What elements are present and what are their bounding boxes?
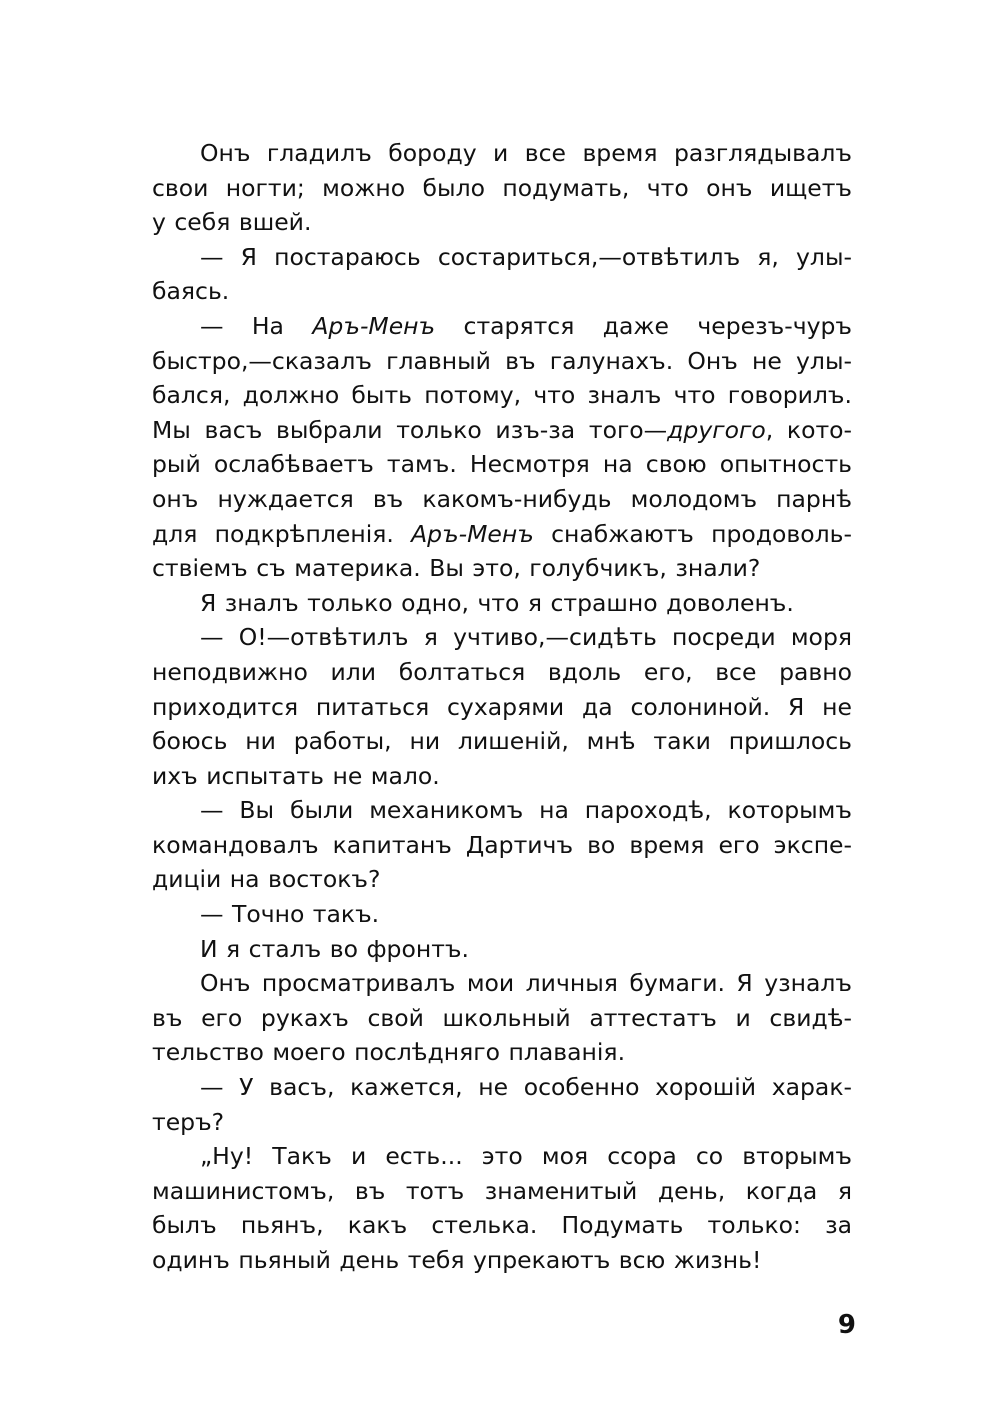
text-line: тельство моего послѣдняго плаванія. (152, 1038, 626, 1067)
text-line: онъ нуждается въ какомъ-нибудь молодомъ парнѣ (152, 484, 852, 513)
text-line: у себя вшей. (152, 208, 312, 237)
text-line: — О!—отвѣтилъ я учтиво,—сидѣть посреди моря (200, 623, 852, 652)
italic-ship-name: Аръ-Менъ (411, 519, 534, 548)
text-line: — У васъ, кажется, не особенно хорошій харак- (200, 1073, 852, 1102)
text-line: неподвижно или болтаться вдоль его, все равно (152, 657, 852, 686)
text-line: — Точно такъ. (200, 900, 380, 929)
text-line: „Ну! Такъ и есть... это моя ссора со вторымъ (200, 1142, 852, 1171)
text-line: — На Аръ-Менъ старятся даже черезъ-чуръ (200, 311, 853, 340)
text-line: диціи на востокъ? (152, 865, 381, 894)
text-line: — Вы были механикомъ на пароходѣ, которымъ (200, 796, 852, 825)
text-line: приходится питаться сухарями да солониной. Я не (152, 692, 852, 721)
text-line: Онъ просматривалъ мои личныя бумаги. Я узналъ (200, 969, 852, 998)
text-line: теръ? (152, 1107, 225, 1136)
text-line: въ его рукахъ свой школьный аттестатъ и свидѣ- (152, 1003, 852, 1032)
italic-ship-name: Аръ-Менъ (312, 311, 436, 340)
text-line: рый ослабѣваетъ тамъ. Несмотря на свою опытность (152, 450, 852, 479)
text-line: одинъ пьяный день тебя упрекаютъ всю жизнь! (152, 1246, 762, 1274)
italic-emphasis: другого (667, 415, 766, 444)
text-line: бался, должно быть потому, что зналъ что говорилъ. (152, 381, 852, 410)
text-line: былъ пьянъ, какъ стелька. Подумать только: за (152, 1211, 852, 1240)
text-line: для подкрѣпленія. Аръ-Менъ снабжаютъ продоволь- (152, 519, 852, 548)
text-line: Я зналъ только одно, что я страшно доволенъ. (200, 588, 794, 617)
page-number: 9 (837, 1310, 856, 1340)
body-text (152, 136, 852, 1278)
text-line: свои ногти; можно было подумать, что онъ ищетъ (152, 173, 852, 202)
text-line: — Я постараюсь состариться,—отвѣтилъ я, улы- (200, 242, 852, 271)
text-line: машинистомъ, въ тотъ знаменитый день, когда я (152, 1176, 852, 1205)
text-line: Мы васъ выбрали только изъ-за того—другого, кото- (152, 415, 852, 444)
text-line: И я сталъ во фронтъ. (200, 934, 469, 963)
text-line: Онъ гладилъ бороду и все время разглядывалъ (200, 139, 852, 167)
text-line: баясь. (152, 277, 230, 306)
text-line: командовалъ капитанъ Дартичъ во время его экспе- (152, 830, 852, 859)
text-line: ствіемъ съ материка. Вы это, голубчикъ, знали? (152, 554, 761, 583)
text-line: ихъ испытать не мало. (152, 761, 440, 790)
text-line: боюсь ни работы, ни лишеній, мнѣ таки пришлось (152, 727, 852, 756)
text-line: быстро,—сказалъ главный въ галунахъ. Онъ не улы- (152, 346, 852, 375)
